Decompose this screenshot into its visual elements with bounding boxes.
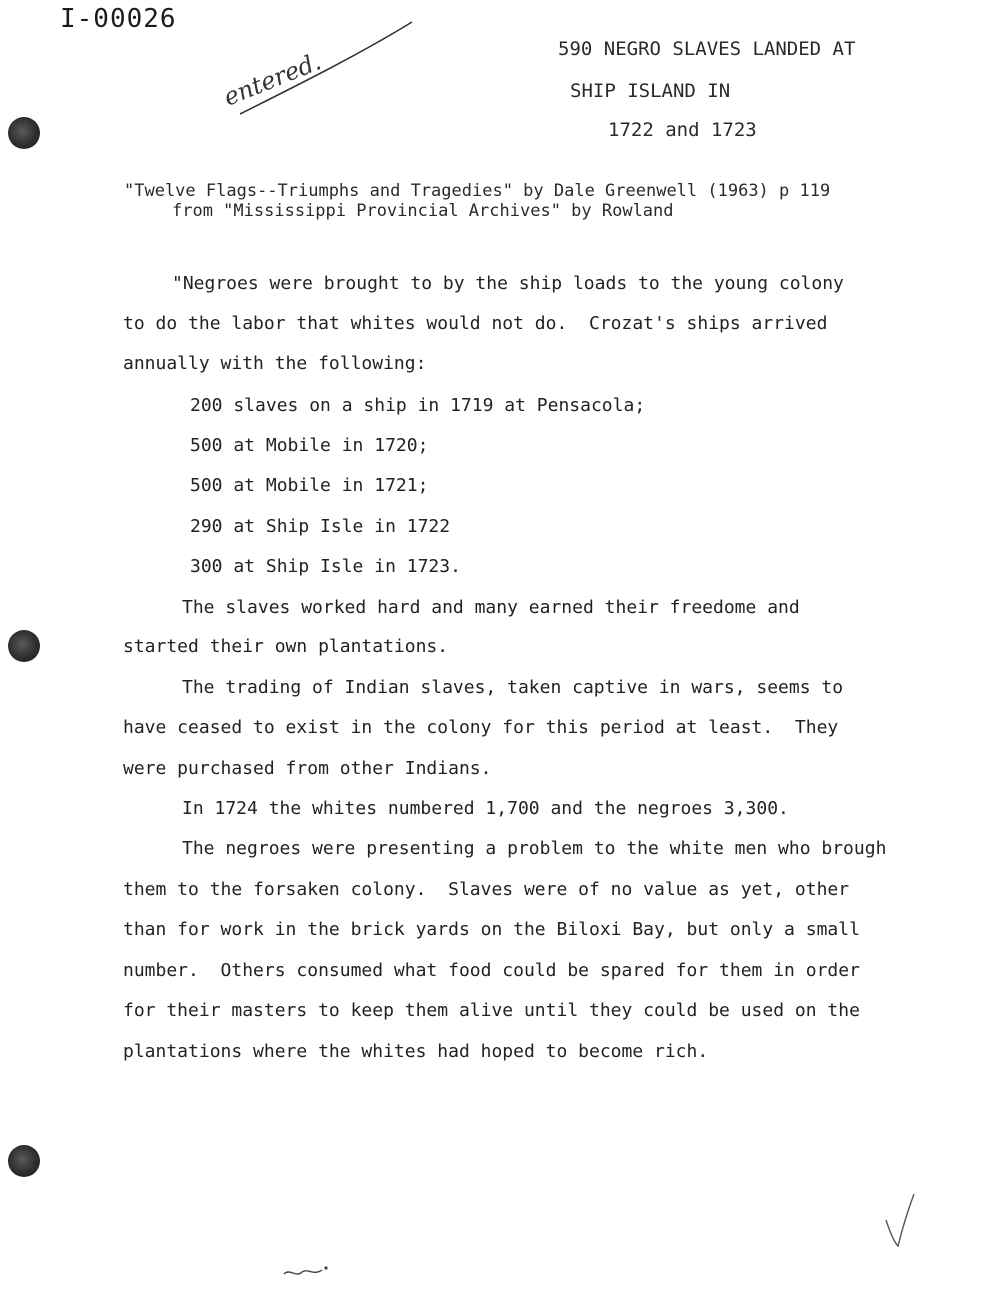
- source-citation-line-1: "Twelve Flags--Triumphs and Tragedies" by Dale Greenwell (1963) p 119: [124, 181, 831, 201]
- body-line: In 1724 the whites numbered 1,700 and the negroes 3,300.: [182, 798, 789, 819]
- body-line: annually with the following:: [123, 353, 427, 374]
- body-line: The slaves worked hard and many earned their freedome and: [182, 597, 800, 618]
- title-line-3: 1722 and 1723: [608, 119, 757, 141]
- punch-hole: [8, 1145, 40, 1177]
- body-line: them to the forsaken colony. Slaves were of no value as yet, other: [123, 879, 850, 900]
- list-item: 200 slaves on a ship in 1719 at Pensacola;: [190, 395, 646, 416]
- body-line: have ceased to exist in the colony for this period at least. They: [123, 717, 839, 738]
- punch-hole: [8, 117, 40, 149]
- title-line-2: SHIP ISLAND IN: [570, 80, 731, 102]
- list-item: 500 at Mobile in 1721;: [190, 475, 429, 496]
- body-line: were purchased from other Indians.: [123, 758, 492, 779]
- title-line-1: 590 NEGRO SLAVES LANDED AT: [558, 38, 856, 60]
- document-id: I-00026: [60, 4, 177, 34]
- body-line: started their own plantations.: [123, 636, 449, 657]
- body-line: The negroes were presenting a problem to the white men who brough: [182, 838, 887, 859]
- body-line: plantations where the whites had hoped to become rich.: [123, 1041, 709, 1062]
- list-item: 500 at Mobile in 1720;: [190, 435, 429, 456]
- body-line: "Negroes were brought to by the ship loads to the young colony: [172, 273, 844, 294]
- source-citation-line-2: from "Mississippi Provincial Archives" by Rowland: [172, 201, 674, 221]
- stray-ink-mark-icon: [280, 1262, 330, 1282]
- body-line: for their masters to keep them alive until they could be used on the: [123, 1000, 860, 1021]
- handwritten-annotation: [220, 14, 430, 124]
- body-line: number. Others consumed what food could be spared for them in order: [123, 960, 860, 981]
- check-mark-icon: [880, 1190, 920, 1250]
- punch-hole: [8, 630, 40, 662]
- body-line: than for work in the brick yards on the Biloxi Bay, but only a small: [123, 919, 860, 940]
- body-line: to do the labor that whites would not do. Crozat's ships arrived: [123, 313, 828, 334]
- handwritten-annotation-text: entered.: [220, 47, 325, 112]
- body-line: The trading of Indian slaves, taken captive in wars, seems to: [182, 677, 844, 698]
- list-item: 300 at Ship Isle in 1723.: [190, 556, 461, 577]
- list-item: 290 at Ship Isle in 1722: [190, 516, 451, 537]
